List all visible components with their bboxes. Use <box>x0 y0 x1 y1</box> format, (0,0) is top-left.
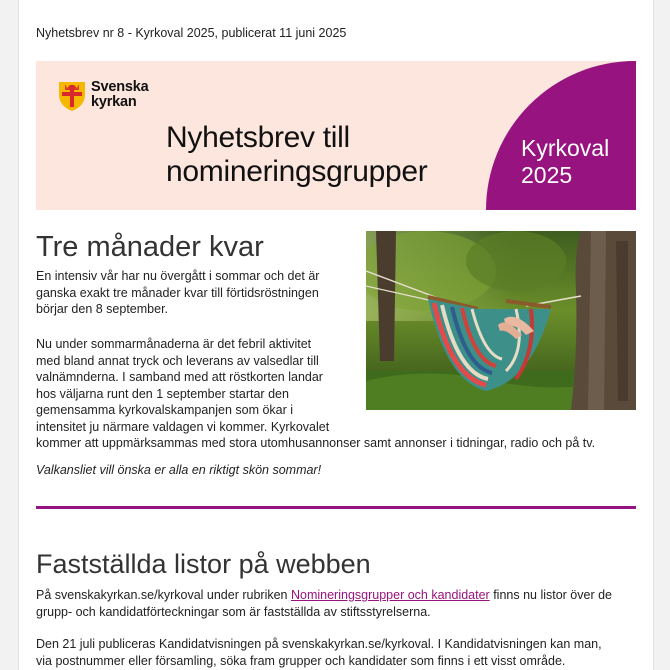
logo-line-1: Svenska <box>91 79 149 95</box>
text-line: kommer att uppmärksammas med stora utomhusannonser samt annonser i tidningar, radio och på tv. <box>36 436 596 450</box>
text-line: Nu under sommarmånaderna är det febril aktivitet <box>36 337 312 351</box>
text-segment: På svenskakyrkan.se/kyrkoval under rubriken <box>36 588 291 602</box>
text-line: via postnummer eller församling, söka fram grupper och kandidater som finns i ett visst område. <box>36 653 566 668</box>
banner-tag-line-2: 2025 <box>521 162 573 188</box>
text-line: intensitet ju närmare valdagen vi kommer. Kyrkovalet <box>36 419 330 434</box>
preheader-text: Nyhetsbrev nr 8 - Kyrkoval 2025, publicerat 11 juni 2025 <box>36 26 347 40</box>
article-1-paragraph-1 <box>36 268 319 318</box>
text-line: valnämnderna. I samband med att röstkorten landar <box>36 370 323 384</box>
banner-title-line-1: Nyhetsbrev till <box>166 121 350 154</box>
crown-cross-icon <box>56 80 88 112</box>
svenska-kyrkan-logo <box>56 80 186 114</box>
article-2-paragraph-1 <box>36 587 612 620</box>
text-line: med bland annat tryck och leverans av valsedlar till <box>36 353 319 368</box>
article-2-paragraph-2 <box>36 636 602 669</box>
text-line: ganska exakt tre månader kvar till förtidsröstningen <box>36 285 319 300</box>
banner-tag <box>521 135 609 189</box>
article-1-signoff: Valkansliet vill önska er alla en riktigt skön sommar! <box>36 463 322 477</box>
text-line <box>36 587 612 604</box>
section-divider <box>36 506 636 509</box>
newsletter-banner <box>36 61 636 210</box>
article-heading-2: Fastställda listor på webben <box>36 549 371 579</box>
banner-title <box>166 121 427 189</box>
text-line: hos väljarna runt den 1 september startar den <box>36 386 289 401</box>
text-line: Den 21 juli publiceras Kandidatvisningen på svenskakyrkan.se/kyrkoval. I Kandidatvisningen kan man, <box>36 637 602 651</box>
text-line: börjar den 8 september. <box>36 302 169 316</box>
text-line: En intensiv vår har nu övergått i sommar och det är <box>36 269 320 283</box>
banner-tag-line-1: Kyrkoval <box>521 135 610 161</box>
logo-line-2: kyrkan <box>91 94 137 110</box>
newsletter-page <box>18 0 654 670</box>
article-1-paragraph-2 <box>36 336 595 452</box>
article-heading-1: Tre månader kvar <box>36 231 264 263</box>
text-segment: finns nu listor över de <box>489 588 613 602</box>
text-line: grupp- och kandidatförteckningar som är fastställda av stiftsstyrelserna. <box>36 604 431 619</box>
nomination-groups-link[interactable]: Nomineringsgrupper och kandidater <box>290 588 490 602</box>
text-line: gemensamma kyrkovalskampanjen som ökar i <box>36 403 294 417</box>
logo-wordmark <box>91 80 148 110</box>
banner-title-line-2: nomineringsgrupper <box>166 155 428 188</box>
